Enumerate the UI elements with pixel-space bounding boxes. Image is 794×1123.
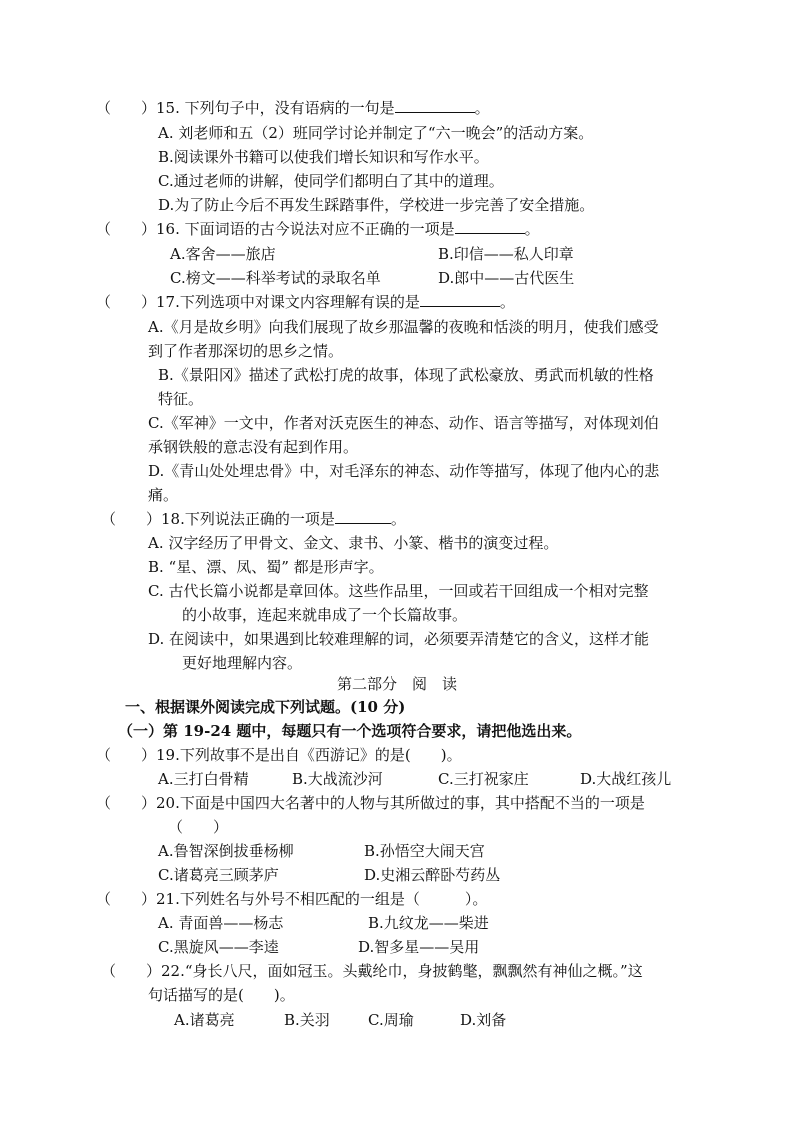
option-b: B.印信——私人印章 xyxy=(438,245,574,263)
option-d: D.为了防止今后不再发生踩踏事件，学校进一步完善了安全措施。 xyxy=(158,196,595,214)
option-c-line1: C.《军神》一文中，作者对沃克医生的神态、动作、语言等描写，对体现刘伯 xyxy=(148,414,659,432)
option-c: C.榜文——科举考试的录取名单 xyxy=(170,269,381,287)
question-19 xyxy=(96,745,462,765)
options-row xyxy=(158,937,558,957)
question-21 xyxy=(96,889,487,909)
answer-paren[interactable]: （ ） xyxy=(96,890,157,908)
option-d: D.郎中——古代医生 xyxy=(438,269,575,287)
option-d-line1: D. 在阅读中，如果遇到比较难理解的词，必须要弄清楚它的含义，这样才能 xyxy=(148,630,650,648)
option-c: C.周瑜 xyxy=(368,1011,414,1029)
option-b: B.九纹龙——柴进 xyxy=(368,914,489,932)
option-c: C.通过老师的讲解，使同学们都明白了其中的道理。 xyxy=(158,172,504,190)
question-stem: 21.下列姓名与外号不相匹配的一组是（ ）。 xyxy=(156,890,488,908)
option-b: B. “星、漂、凤、蜀” 都是形声字。 xyxy=(148,558,384,576)
period: 。 xyxy=(474,99,490,117)
period: 。 xyxy=(499,293,515,311)
option-a: A. 汉字经历了甲骨文、金文、隶书、小篆、楷书的演变过程。 xyxy=(148,534,559,552)
answer-paren[interactable]: （ ） xyxy=(96,99,157,117)
period: 。 xyxy=(390,510,406,528)
answer-paren[interactable]: （ ） xyxy=(96,220,157,238)
question-stem: 15. 下列句子中，没有语病的一句是 xyxy=(156,99,395,117)
question-stem: 20.下面是中国四大名著中的人物与其所做过的事，其中搭配不当的一项是 xyxy=(156,794,645,812)
question-stem: 16. 下面词语的古今说法对应不正确的一项是 xyxy=(156,220,455,238)
answer-paren[interactable]: （ ） xyxy=(96,746,157,764)
options-row xyxy=(158,865,558,885)
options-row xyxy=(170,244,620,264)
option-b: B.大战流沙河 xyxy=(292,770,383,788)
question-stem: 22.“身长八尺，面如冠玉。头戴纶巾，身披鹤氅，飘飘然有神仙之概。”这 xyxy=(161,962,643,980)
option-c-line2: 承钢铁般的意志没有起到作用。 xyxy=(148,438,359,456)
option-a-line1: A.《月是故乡明》向我们展现了故乡那温馨的夜晚和恬淡的明月，使我们感受 xyxy=(148,318,659,336)
option-d: D.大战红孩儿 xyxy=(580,770,672,788)
option-a: A.三打白骨精 xyxy=(158,770,249,788)
option-d-line2: 更好地理解内容。 xyxy=(182,654,303,672)
options-row xyxy=(158,769,698,789)
question-16 xyxy=(96,219,540,239)
answer-blank[interactable] xyxy=(395,98,475,113)
question-stem: 19.下列故事不是出自《西游记》的是( )。 xyxy=(156,746,462,764)
options-row xyxy=(174,1010,574,1030)
answer-blank[interactable] xyxy=(335,509,391,524)
part-title: 第二部分 阅 读 xyxy=(336,675,457,693)
answer-blank[interactable] xyxy=(420,292,500,307)
answer-paren[interactable]: （ ） xyxy=(101,962,162,980)
option-a: A.诸葛亮 xyxy=(174,1011,235,1029)
question-15 xyxy=(96,98,490,118)
period: 。 xyxy=(524,220,540,238)
option-c-line1: C. 古代长篇小说都是章回体。这些作品里，一回或若干回组成一个相对完整 xyxy=(148,582,649,600)
answer-paren[interactable]: （ ） xyxy=(96,794,157,812)
question-17 xyxy=(96,292,515,312)
option-a: A. 青面兽——杨志 xyxy=(158,914,284,932)
option-a: A.客舍——旅店 xyxy=(170,245,276,263)
option-d: D.刘备 xyxy=(460,1011,507,1029)
option-c: C.黑旋风——李逵 xyxy=(158,938,279,956)
answer-paren[interactable]: （ ） xyxy=(101,510,162,528)
option-d: D.智多星——吴用 xyxy=(358,938,480,956)
option-d-line1: D.《青山处处埋忠骨》中，对毛泽东的神态、动作等描写，体现了他内心的悲 xyxy=(148,462,660,480)
subsection-heading: （一）第 19-24 题中，每题只有一个选项符合要求，请把他选出来。 xyxy=(118,722,582,740)
option-b: B.阅读课外书籍可以使我们增长知识和写作水平。 xyxy=(158,148,489,166)
options-row xyxy=(158,913,558,933)
question-20-cont[interactable]: （ ） xyxy=(168,818,229,836)
option-a-line2: 到了作者那深切的思乡之情。 xyxy=(148,342,344,360)
option-c: C.诸葛亮三顾茅庐 xyxy=(158,866,279,884)
options-row xyxy=(170,268,620,288)
option-b-line1: B.《景阳冈》描述了武松打虎的故事，体现了武松豪放、勇武而机敏的性格 xyxy=(158,366,654,384)
question-22 xyxy=(101,961,643,981)
options-row xyxy=(158,841,558,861)
option-b: B.关羽 xyxy=(284,1011,330,1029)
option-a: A.鲁智深倒拔垂杨柳 xyxy=(158,842,294,860)
question-20 xyxy=(96,793,645,813)
option-c-line2: 的小故事，连起来就串成了一个长篇故事。 xyxy=(182,606,468,624)
option-a: A. 刘老师和五（2）班同学讨论并制定了“六一晚会”的活动方案。 xyxy=(158,124,594,142)
question-18 xyxy=(101,509,406,529)
option-c: C.三打祝家庄 xyxy=(438,770,529,788)
question-22-cont: 句话描写的是( )。 xyxy=(148,986,295,1004)
question-stem: 18.下列说法正确的一项是 xyxy=(161,510,335,528)
option-d-line2: 痛。 xyxy=(148,486,179,504)
answer-paren[interactable]: （ ） xyxy=(96,293,157,311)
option-d: D.史湘云醉卧芍药丛 xyxy=(364,866,501,884)
section-heading: 一、根据课外阅读完成下列试题。(10 分) xyxy=(125,698,406,716)
question-stem: 17.下列选项中对课文内容理解有误的是 xyxy=(156,293,420,311)
option-b-line2: 特征。 xyxy=(158,390,204,408)
answer-blank[interactable] xyxy=(455,219,525,234)
option-b: B.孙悟空大闹天宫 xyxy=(364,842,485,860)
